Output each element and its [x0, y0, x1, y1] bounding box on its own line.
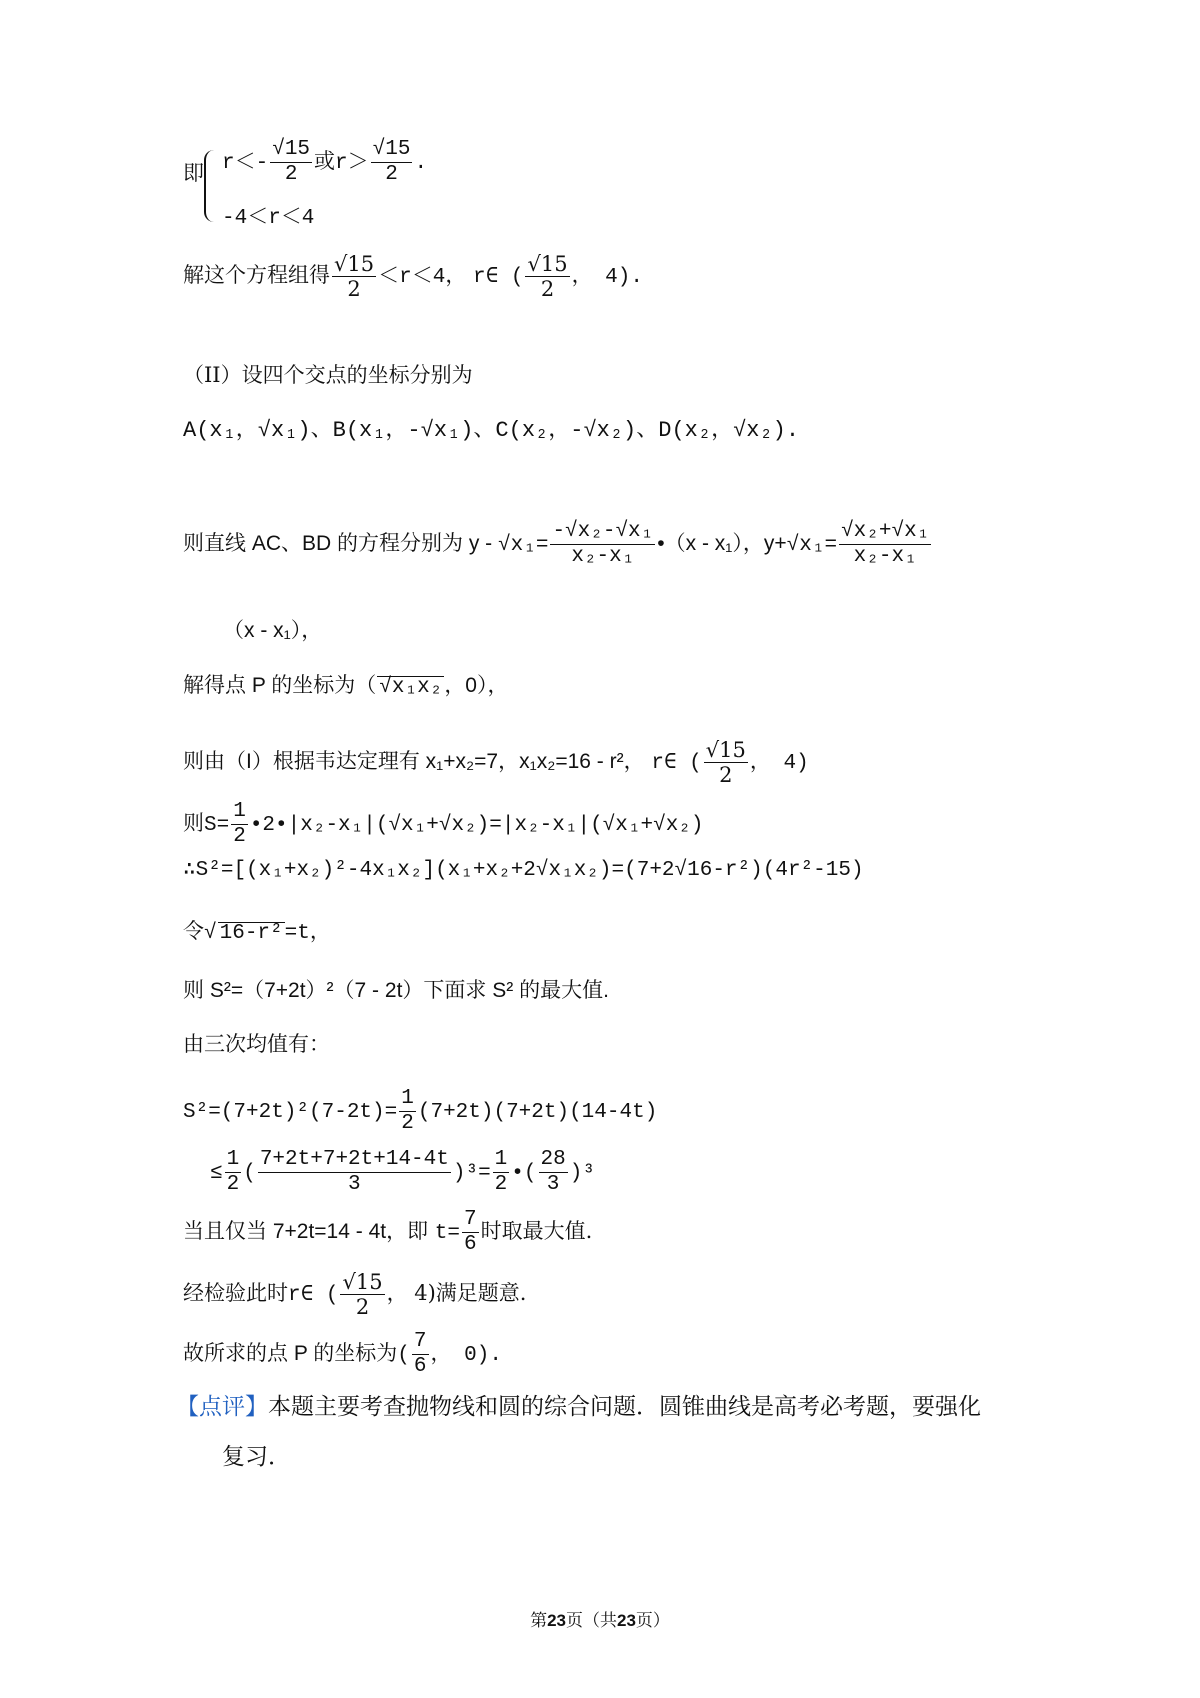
- line-vieta: 则由（I）根据韦达定理有 x₁+x₂=7，x₁x₂=16 - r²， r∈ ( $\frac{√15}{2}$ ， 4): [183, 738, 809, 788]
- line-part-ii: （II）设四个交点的坐标分别为: [183, 363, 473, 387]
- left-brace: [204, 150, 218, 222]
- or-text: 或r＞: [314, 152, 369, 176]
- line-verify: 经检验此时r∈ ( $\frac{√15}{2}$ ， 4)满足题意.: [183, 1270, 527, 1320]
- line-equations-cont: （x - x₁），: [223, 619, 323, 642]
- note-line-2: 复习．: [222, 1444, 291, 1470]
- line-bound: ≤ $\frac{1}{2}$ ( $\frac{7+2t+7+2t+14-4t}{3}$ )³= $\frac{1}{2}$ •( $\frac{28}{3}$ )³: [210, 1148, 595, 1197]
- line-area-s: 则S= $\frac{1}{2}$ •2•|x₂-x₁|(√x₁+√x₂)=|x₂-x₁|(√x₁+√x₂): [183, 800, 704, 849]
- fraction-sqrt15-over-2a: $\frac{√15}{2}$: [272, 138, 311, 187]
- line-expand: S²=(7+2t)²(7-2t)= $\frac{1}{2}$ (7+2t)(7+2t)(14-4t): [183, 1087, 658, 1136]
- line-points: A(x₁，√x₁)、B(x₁，-√x₁)、C(x₂，-√x₂)、D(x₂，√x₂).: [183, 418, 800, 443]
- inequality-1: r＜- $\frac{√15}{2}$ 或r＞ $\frac{√15}{2}$ .: [222, 138, 428, 187]
- line-am-gm: 由三次均值有：: [183, 1032, 330, 1056]
- text-ji: 即: [183, 161, 204, 185]
- line-answer: 故所求的点 P 的坐标为( $\frac{7}{6}$ ， 0).: [183, 1330, 502, 1379]
- page-footer: 第23页（共23页）: [530, 1611, 670, 1631]
- note-line-1: 【点评】本题主要考查抛物线和圆的综合问题．圆锥曲线是高考必考题，要强化: [176, 1394, 981, 1420]
- line-let-t: 令√ 16-r²=t，: [183, 919, 331, 945]
- ineq1-start: r＜-: [222, 152, 269, 176]
- line-point-p: 解得点 P 的坐标为（ √x₁x₂，0），: [183, 674, 509, 699]
- page-total: 23: [617, 1611, 636, 1630]
- line-system-label: [183, 163, 204, 184]
- inequality-2: -4＜r＜4: [222, 207, 315, 230]
- line-s-squared: ∴S²=[(x₁+x₂)²-4x₁x₂](x₁+x₂+2√x₁x₂)=(7+2√16-r²)(4r²-15): [183, 859, 864, 882]
- line-s-squared-t: 则 S²=（7+2t）²（7 - 2t）下面求 S² 的最大值.: [183, 979, 609, 1002]
- line-equations: 则直线 AC、BD 的方程分别为 y - √x₁= $\frac{\text{-√x₂-√x₁}}{\text{x₂-x₁}}$ •（x - x₁），y+√x₁= $\frac{\text{√x₂+√x₁}}{\text{x₂-x₁}}$: [183, 520, 930, 569]
- page-number: 23: [547, 1611, 566, 1630]
- line-equality: 当且仅当 7+2t=14 - 4t，即 t= $\frac{7}{6}$ 时取最大值.: [183, 1208, 593, 1257]
- note-tag: 【点评】: [176, 1394, 268, 1420]
- line-solution-range: 解这个方程组得 $\frac{√15}{2}$ ＜r＜4， r∈ ( $\frac{√15}{2}$ ， 4).: [183, 252, 643, 302]
- fraction-sqrt15-over-2b: $\frac{√15}{2}$: [372, 138, 411, 187]
